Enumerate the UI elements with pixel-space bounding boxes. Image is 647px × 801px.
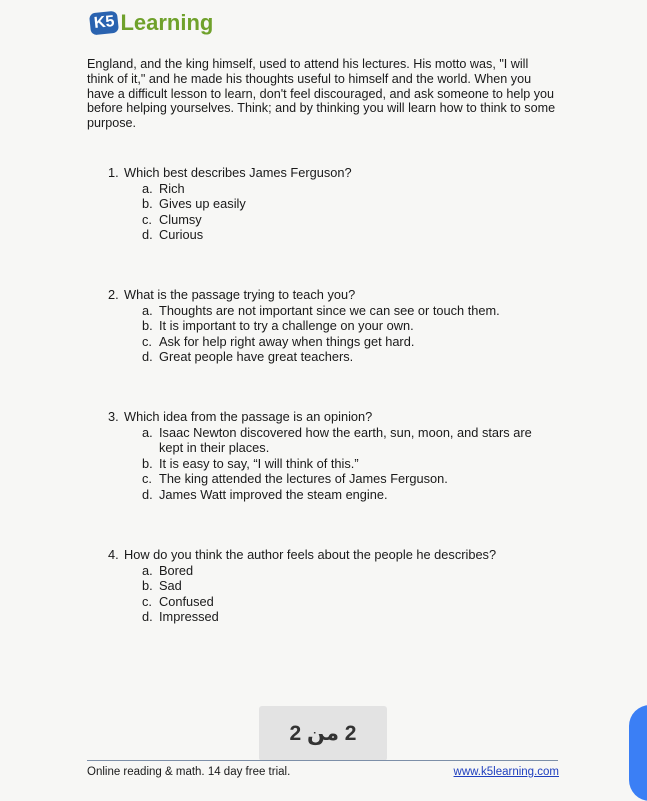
question-number: 3. xyxy=(108,409,119,424)
k5-learning-logo xyxy=(90,10,213,36)
page-indicator xyxy=(259,706,387,761)
question-text: How do you think the author feels about the people he describes? xyxy=(124,547,497,562)
logo-text: Learning xyxy=(120,10,214,35)
scroll-handle[interactable] xyxy=(629,705,647,801)
question-3 xyxy=(108,409,559,502)
reading-passage: England, and the king himself, used to attend his lectures. His motto was, "I will think of it," and he made his thoughts useful to himself and the world. When you have a difficult lesson to learn, don't feel discouraged, and ask someone to help you before helping yourselves. Think; and by thinking you will learn how to think to some purpose. xyxy=(87,57,556,131)
question-text: What is the passage trying to teach you? xyxy=(124,287,356,302)
answer-option: a. Thoughts are not important since we can see or touch them. xyxy=(142,302,500,318)
answer-option: a. Bored xyxy=(142,562,194,578)
footer-website-link[interactable]: www.k5learning.com xyxy=(453,766,559,778)
question-2 xyxy=(108,287,559,365)
question-text: Which best describes James Ferguson? xyxy=(124,165,352,180)
answer-option: d. Curious xyxy=(142,227,204,242)
answer-option: c. Clumsy xyxy=(142,211,202,227)
footer-promo-text: Online reading & math. 14 day free trial. xyxy=(87,766,291,778)
answer-option: c. The king attended the lectures of James Ferguson. xyxy=(142,471,448,486)
logo-badge: K5 xyxy=(89,11,120,36)
question-4 xyxy=(108,547,559,625)
page-indicator-text: 2 من 2 xyxy=(289,722,357,745)
answer-option: b. Sad xyxy=(142,578,182,593)
answer-option: c. Ask for help right away when things get hard. xyxy=(142,333,415,349)
answer-option: b. It is important to try a challenge on your own. xyxy=(142,318,414,333)
question-1 xyxy=(108,165,559,243)
answer-option: a. Isaac Newton discovered how the earth, sun, moon, and stars are kept in their places. xyxy=(142,424,532,455)
answer-option: a. Rich xyxy=(142,180,185,196)
answer-option: c. Confused xyxy=(142,593,214,609)
question-number: 2. xyxy=(108,287,119,302)
question-number: 1. xyxy=(108,165,119,180)
question-text: Which idea from the passage is an opinion? xyxy=(124,409,373,424)
footer-divider xyxy=(87,760,558,761)
answer-option: d. Impressed xyxy=(142,609,219,624)
answer-option: d. James Watt improved the steam engine. xyxy=(142,486,388,502)
question-number: 4. xyxy=(108,547,119,562)
answer-option: b. It is easy to say, “I will think of this.” xyxy=(142,455,359,471)
answer-option: b. Gives up easily xyxy=(142,196,246,211)
answer-option: d. Great people have great teachers. xyxy=(142,349,354,364)
